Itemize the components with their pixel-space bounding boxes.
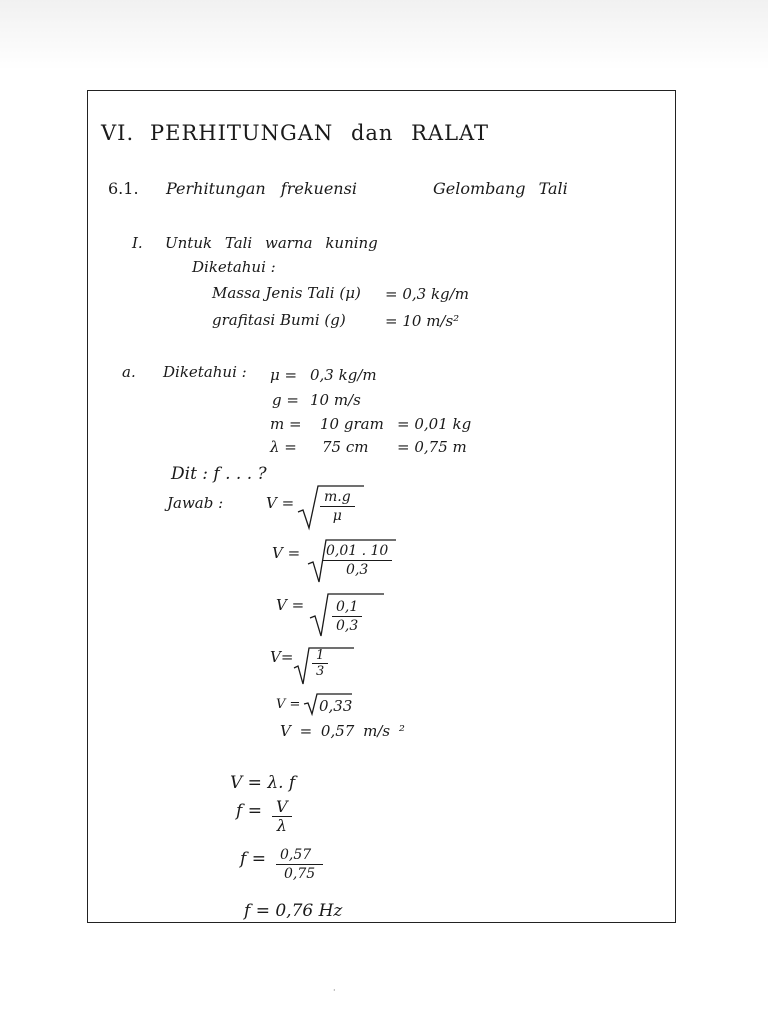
given-gravity-value: = 10 m/s² [385,312,460,330]
heading-text: PERHITUNGAN dan RALAT [150,121,490,145]
step2-fraction [322,542,392,579]
step4-denominator: 3 [316,664,325,679]
section-number: 6.1. [108,179,139,198]
freq-step2-fraction [272,798,292,835]
step1-lhs: V = [266,494,295,512]
known-lambda-symbol: λ = [270,438,297,456]
part-a-letter: a. [122,363,136,381]
known-mu-value: 0,3 kg/m [310,366,377,384]
part-a-known-label: Diketahui : [163,363,247,381]
part1-number: I. [132,234,143,252]
known-m-symbol: m = [270,415,302,433]
known-lambda-conv: = 0,75 m [397,438,467,456]
known-g-symbol: g = [272,391,299,409]
freq-formula: V = λ. f [230,773,296,793]
step3-numerator: 0,1 [332,598,362,617]
footer-mark: · [333,986,336,995]
freq-result: f = 0,76 Hz [244,901,343,921]
given-density-label: Massa Jenis Tali (μ) [212,284,361,302]
step6-result: V = 0,57 m/s ² [280,722,405,740]
step2-numerator: 0,01 . 10 [322,542,392,561]
answer-label: Jawab : [167,494,224,512]
step2-lhs: V = [272,544,301,562]
section-title-right: Gelombang Tali [433,179,568,198]
known-m-conv: = 0,01 kg [397,415,472,433]
step5-lhs: V = [276,697,301,712]
step2-denominator: 0,3 [346,562,369,578]
given-density-value: = 0,3 kg/m [385,285,469,303]
freq-step3-lhs: f = [240,849,266,869]
step1-numerator: m.g [320,488,355,507]
step4-lhs: V= [270,648,294,666]
section-title-left: Perhitungan frekuensi [166,179,357,198]
part1-title: Untuk Tali warna kuning [165,234,378,252]
step1-fraction [320,488,355,525]
part1-known-label: Diketahui : [192,258,276,276]
step3-lhs: V = [276,596,305,614]
step4-numerator: 1 [312,648,328,664]
freq-step2-numerator: V [272,798,292,817]
heading-number: VI. [101,121,135,145]
known-g-value: 10 m/s [310,391,361,409]
freq-step3-denominator: 0,75 [284,866,316,882]
step3-denominator: 0,3 [336,618,359,634]
known-mu-symbol: μ = [270,366,298,384]
step3-fraction [332,598,362,635]
step4-fraction [312,648,328,679]
freq-step3-fraction [276,846,323,883]
given-gravity-label: grafitasi Bumi (g) [212,311,346,329]
known-m-value: 10 gram [320,415,384,433]
freq-step2-lhs: f = [236,801,262,821]
asked-line: Dit : f . . . ? [171,464,267,484]
freq-step3-numerator: 0,57 [276,846,323,865]
freq-step2-denominator: λ [276,816,287,835]
step1-denominator: μ [332,508,342,524]
known-lambda-value: 75 cm [322,438,369,456]
step5-radicand: 0,33 [319,697,353,715]
scan-shading [0,0,768,70]
